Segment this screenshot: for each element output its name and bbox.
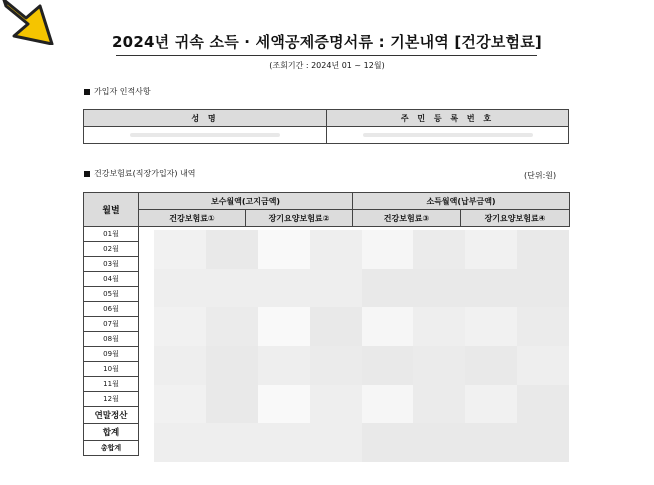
mosaic-tile [258,307,310,346]
paid-group-header: 보수월액(고지금액) [139,193,353,210]
row-label-month: 06월 [84,302,139,317]
row-label-month: 09월 [84,347,139,362]
income-group-header: 소득월액(납부금액) [353,193,570,210]
mosaic-tile [413,346,465,385]
mosaic-tile [517,346,569,385]
row-label-month: 03월 [84,257,139,272]
mosaic-tile [362,230,414,269]
health-premium-3-header: 건강보험료③ [353,210,461,227]
mosaic-tile [258,385,310,424]
subscriber-rrn-cell [327,127,569,144]
row-label-month: 02월 [84,242,139,257]
mosaic-tile [413,423,465,462]
mosaic-tile [413,269,465,308]
mosaic-tile [310,423,362,462]
subscriber-section-heading [84,86,151,97]
row-label-month: 11월 [84,377,139,392]
row-label-subtotal: 합계 [84,424,139,441]
mosaic-tile [465,346,517,385]
mosaic-tile [310,346,362,385]
mosaic-tile [362,307,414,346]
row-label-month: 04월 [84,272,139,287]
mosaic-tile [517,307,569,346]
title-divider [116,55,537,56]
mosaic-tile [310,385,362,424]
ltc-premium-2-header: 장기요양보험료② [246,210,353,227]
mosaic-tile [517,385,569,424]
mosaic-tile [310,307,362,346]
mosaic-tile [465,269,517,308]
mosaic-tile [206,385,258,424]
mosaic-tile [465,423,517,462]
square-bullet-icon [84,89,90,95]
mosaic-tile [206,423,258,462]
row-label-month: 01월 [84,227,139,242]
page-title: 2024년 귀속 소득 · 세액공제증명서류 : 기본내역 [건강보험료] [112,33,542,51]
premium-section-heading [84,168,196,179]
mosaic-tile [258,269,310,308]
month-column-header: 월별 [84,193,139,227]
ltc-premium-4-header: 장기요양보험료④ [461,210,570,227]
mosaic-tile [206,230,258,269]
mosaic-tile [206,269,258,308]
mosaic-tile [154,230,206,269]
mosaic-tile [413,307,465,346]
mosaic-tile [154,423,206,462]
subscriber-name-cell [84,127,327,144]
square-bullet-icon [84,171,90,177]
subscriber-section-label: 가입자 인적사항 [94,87,151,96]
health-premium-1-header: 건강보험료① [139,210,246,227]
mosaic-tile [362,346,414,385]
mosaic-tile [465,230,517,269]
row-label-month: 08월 [84,332,139,347]
mosaic-tile [517,230,569,269]
unit-label: (단위:원) [524,171,557,180]
mosaic-tile [258,230,310,269]
mosaic-tile [517,423,569,462]
name-column-header: 성 명 [84,110,327,127]
row-label-month: 12월 [84,392,139,407]
mosaic-tile [362,385,414,424]
mosaic-tile [154,385,206,424]
row-label-month: 07월 [84,317,139,332]
mosaic-tile [154,346,206,385]
mosaic-tile [258,346,310,385]
subscriber-table [83,109,569,144]
premium-section-label: 건강보험료(직장가입자) 내역 [94,169,196,178]
rrn-column-header: 주 민 등 록 번 호 [327,110,569,127]
mosaic-tile [362,269,414,308]
row-label-settlement: 연말정산 [84,407,139,424]
mosaic-tile [517,269,569,308]
mosaic-tile [413,385,465,424]
mosaic-tile [310,269,362,308]
redacted-values-mosaic [154,230,569,462]
mosaic-tile [310,230,362,269]
query-period: (조회기간 : 2024년 01 ~ 12월) [269,61,385,70]
row-label-month: 05월 [84,287,139,302]
row-label-month: 10월 [84,362,139,377]
mosaic-tile [206,346,258,385]
mosaic-tile [465,307,517,346]
mosaic-tile [413,230,465,269]
row-label-total: 총합계 [84,441,139,456]
mosaic-tile [206,307,258,346]
mosaic-tile [362,423,414,462]
mosaic-tile [258,423,310,462]
mosaic-tile [154,269,206,308]
mosaic-tile [465,385,517,424]
mosaic-tile [154,307,206,346]
